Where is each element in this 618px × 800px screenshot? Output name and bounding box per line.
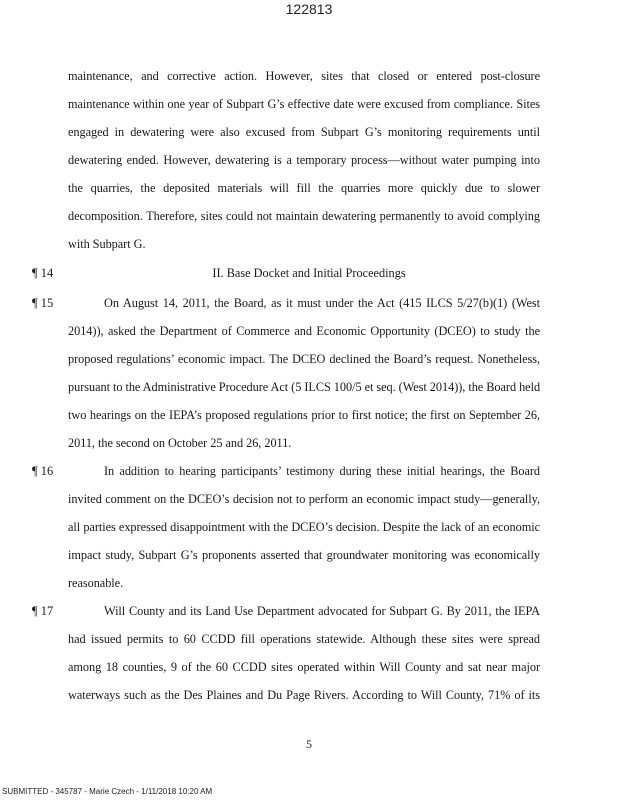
paragraph-mark: ¶ 14 — [32, 266, 54, 280]
text-line: proposed regulations’ economic impact. The DCEO declined the Board’s request. Nonetheless, — [68, 352, 540, 366]
text-line: the quarries, the deposited materials will fill the quarries more quickly due to slower — [68, 181, 540, 195]
text-line: maintenance, and corrective action. However, sites that closed or entered post-closure — [68, 69, 540, 83]
text-line: among 18 counties, 9 of the 60 CCDD sites operated within Will County and sat near major — [68, 660, 540, 674]
text-line: decomposition. Therefore, sites could not maintain dewatering permanently to avoid complying — [68, 209, 540, 223]
text-line: waterways such as the Des Plaines and Du Page Rivers. According to Will County, 71% of its — [68, 688, 540, 702]
text-line: pursuant to the Administrative Procedure Act (5 ILCS 100/5 et seq. (West 2014)), the Board held — [68, 380, 541, 394]
text-line: 2011, the second on October 25 and 26, 2011. — [68, 436, 292, 450]
page-number: 5 — [306, 737, 312, 751]
document-id: 122813 — [285, 1, 333, 17]
text-line: two hearings on the IEPA’s proposed regulations prior to first notice; the first on September 26, — [68, 408, 540, 422]
text-line: reasonable. — [68, 576, 124, 590]
text-line: all parties expressed disappointment with the DCEO’s decision. Despite the lack of an economic — [68, 520, 540, 534]
text-line: 2014)), asked the Department of Commerce and Economic Opportunity (DCEO) to study the — [68, 324, 540, 338]
text-line: Will County and its Land Use Department advocated for Subpart G. By 2011, the IEPA — [104, 604, 540, 618]
submission-stamp: SUBMITTED - 345787 - Marie Czech - 1/11/2018 10:20 AM — [2, 787, 213, 796]
text-line: impact study, Subpart G’s proponents asserted that groundwater monitoring was economically — [68, 548, 540, 562]
text-line: invited comment on the DCEO’s decision not to perform an economic impact study—generally, — [68, 492, 540, 506]
section-heading: II. Base Docket and Initial Proceedings — [212, 266, 406, 280]
text-line: On August 14, 2011, the Board, as it must under the Act (415 ILCS 5/27(b)(1) (West — [104, 296, 540, 310]
paragraph-mark: ¶ 17 — [32, 604, 54, 618]
text-line: dewatering ended. However, dewatering is a temporary process—without water pumping into — [68, 153, 540, 167]
text-line: engaged in dewatering were also excused from Subpart G’s monitoring requirements until — [68, 125, 540, 139]
text-line: had issued permits to 60 CCDD fill operations statewide. Although these sites were spread — [68, 632, 540, 646]
paragraph-mark: ¶ 16 — [32, 464, 54, 478]
text-line: maintenance within one year of Subpart G’s effective date were excused from compliance. Sites — [68, 97, 540, 111]
text-line: In addition to hearing participants’ testimony during these initial hearings, the Board — [104, 464, 540, 478]
text-line: with Subpart G. — [68, 237, 146, 251]
paragraph-mark: ¶ 15 — [32, 296, 54, 310]
